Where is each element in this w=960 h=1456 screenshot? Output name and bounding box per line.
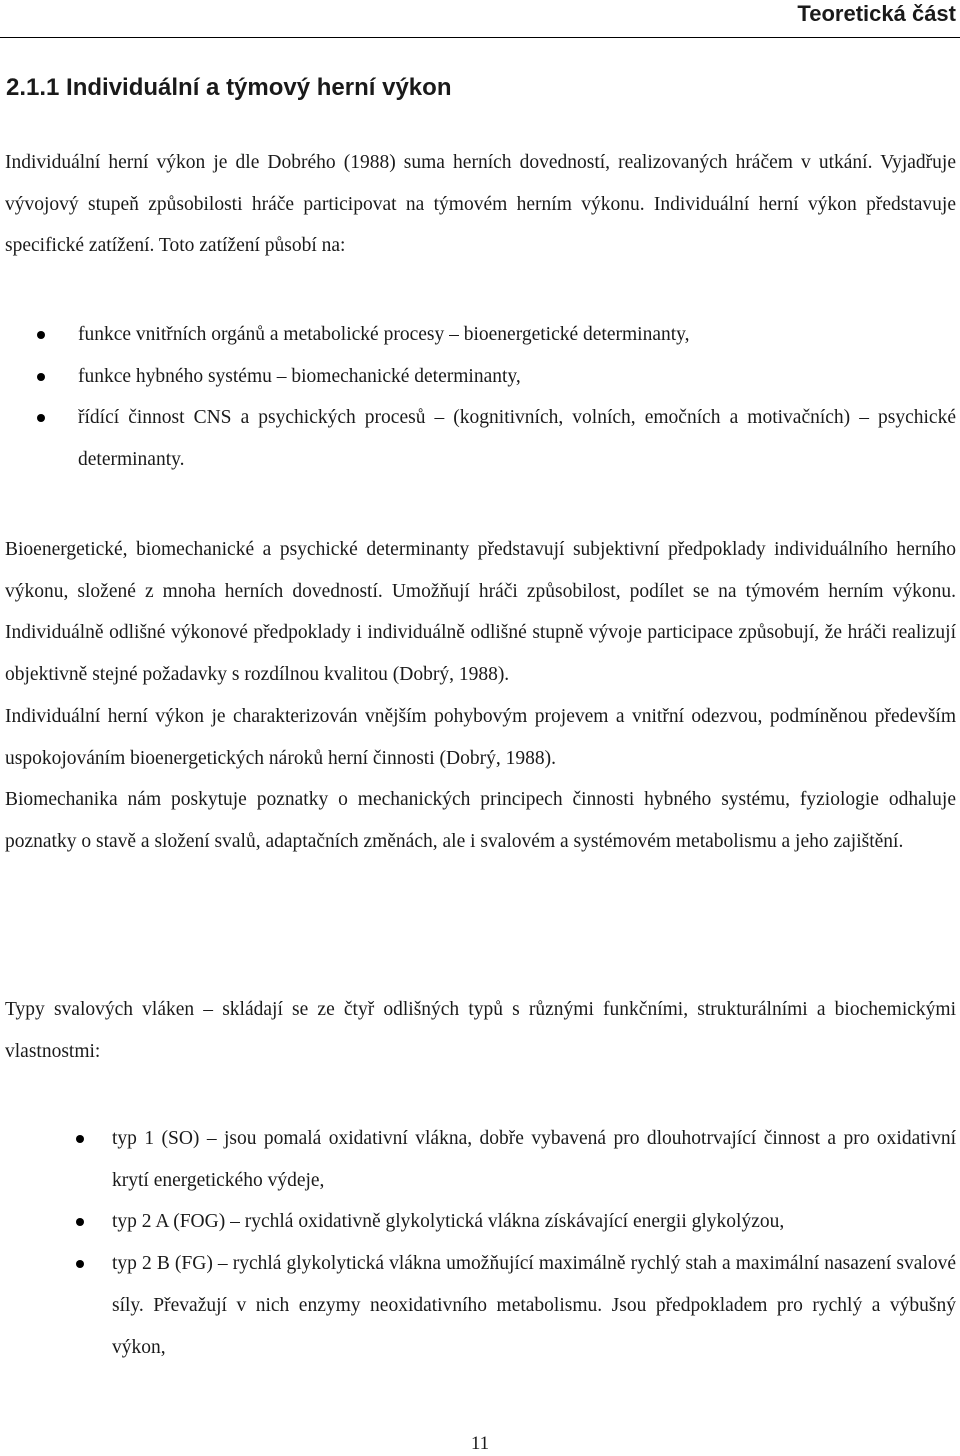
intro-paragraph-block (5, 142, 956, 267)
bullet-icon (76, 1218, 84, 1226)
running-header: Teoretická část (797, 1, 956, 26)
bullet-icon (76, 1135, 84, 1143)
list-item-text: funkce hybného systému – biomechanické determinanty, (78, 365, 521, 387)
list-item-text: funkce vnitřních orgánů a metabolické procesy – bioenergetické determinanty, (78, 324, 690, 345)
section-heading: 2.1.1 Individuální a týmový herní výkon (6, 74, 452, 101)
list-item-text: typ 2 A (FOG) – rychlá oxidativně glykolytická vlákna získávající energii glykolýzou, (112, 1211, 785, 1233)
list-item (0, 356, 956, 398)
bullet-icon (76, 1260, 84, 1268)
biomechanics-paragraph: Biomechanika nám poskytuje poznatky o mechanických principech činnosti hybného systému, fyziologie odhaluje poznatky o stavě a složení svalů, adaptačních změnách, ale i svalovém a systémovém metabolismu a jeho zajištění. (5, 789, 956, 852)
fiber-list (0, 1118, 956, 1368)
bullet-icon (37, 414, 45, 422)
determinants-paragraph: Bioenergetické, biomechanické a psychické determinanty představují subjektivní předpoklady individuálního herního výkonu, složené z mnoha herních dovedností. Umožňují hráči způsobilost, podílet se na týmovém herním výkonu. Individuálně odlišné výkonové předpoklady i individuálně odlišné stupně vývoje participace způsobují, že hráči realizují objektivně stejné požadavky s rozdílnou kvalitou (Dobrý, 1988). (5, 539, 956, 686)
list-item (0, 397, 956, 480)
list-item-text: typ 2 B (FG) – rychlá glykolytická vlákna umožňující maximálně rychlý stah a maximální nasazení svalové síly. Převažují v nich enzymy neoxidativního metabolismu. Jsou předpokladem pro rychlý a výbušný výkon, (112, 1253, 956, 1358)
list-item-text: řídící činnost CNS a psychických procesů – (kognitivních, volních, emočních a motivačních) – psychické determinanty. (78, 407, 956, 471)
list-item (0, 1243, 956, 1368)
load-list (0, 314, 956, 481)
bullet-icon (37, 331, 45, 339)
fiber-types-paragraph: Typy svalových vláken – skládají se ze čtyř odlišných typů s různými funkčními, strukturálními a biochemickými vlastnostmi: (5, 999, 956, 1062)
intro-paragraph: Individuální herní výkon je dle Dobrého (1988) suma herních dovedností, realizovaných hráčem v utkání. Vyjadřuje vývojový stupeň způsobilosti hráče participovat na týmovém herním výkonu. Individuální herní výkon představuje specifické zatížení. Toto zatížení působí na: (5, 152, 956, 257)
list-item (0, 314, 956, 356)
list-item-text: typ 1 (SO) – jsou pomalá oxidativní vlákna, dobře vybavená pro dlouhotrvající činnost a pro oxidativní krytí energetického výdeje, (112, 1128, 956, 1191)
fiber-types-paragraph-block (5, 989, 956, 1072)
list-item (0, 1201, 956, 1243)
page-number: 11 (470, 1433, 490, 1454)
characterized-paragraph: Individuální herní výkon je charakterizován vnějším pohybovým projevem a vnitřní odezvou, podmíněnou především uspokojováním bioenergetických nároků herní činnosti (Dobrý, 1988). (5, 705, 956, 769)
header-rule (0, 37, 960, 38)
list-item (0, 1118, 956, 1201)
body-paragraphs (5, 529, 956, 863)
bullet-icon (37, 373, 45, 381)
